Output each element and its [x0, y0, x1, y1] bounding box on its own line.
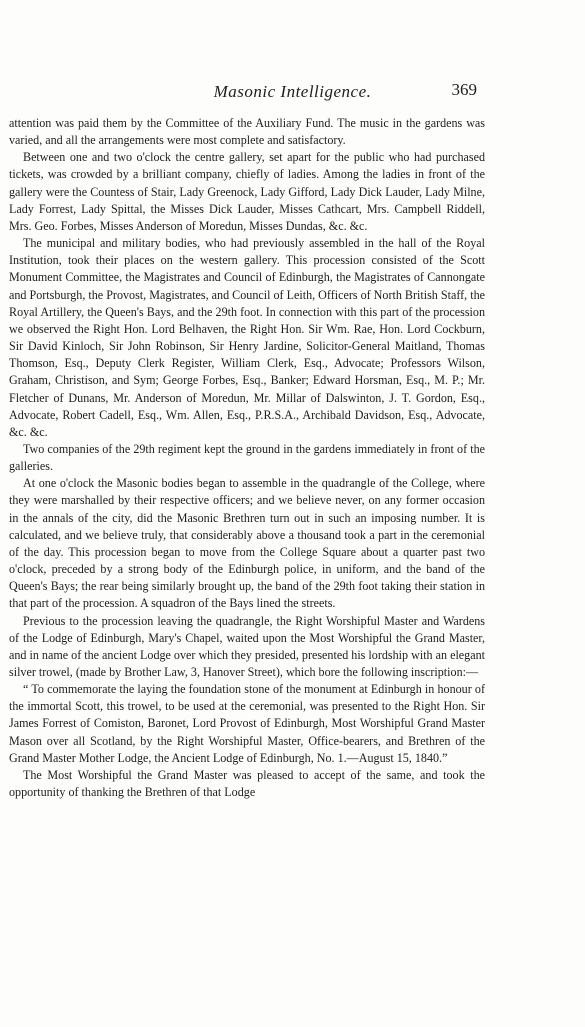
paragraph-auxiliary-fund: attention was paid them by the Committee of the Auxiliary Fund. The music in the gardens was varied, and all the arrangements were most complete and satisfactory. [9, 116, 485, 148]
paragraph-centre-gallery: Between one and two o'clock the centre gallery, set apart for the public who had purchased tickets, was crowded by a brilliant company, chiefly of ladies. Among the ladies in front of the gallery were the Countess of Stair, Lady Greenock, Lady Gifford, Lady Dick Lauder, Lady Milne, Lady Forrest, Lady Spittal, the Misses Dick Lauder, Misses Cathcart, Mrs. Campbell Riddell, Mrs. Geo. Forbes, Misses Anderson of Moredun, Misses Dundas, &c. &c. [9, 150, 485, 233]
paragraph-silver-trowel: Previous to the procession leaving the quadrangle, the Right Worshipful Master and Wardens of the Lodge of Edinburgh, Mary's Chapel, waited upon the Most Worshipful the Grand Master, and in name of the ancient Lodge over which they presided, presented his lordship with an elegant silver trowel, (made by Brother Law, 3, Hanover Street), which bore the following inscription:— [9, 613, 485, 679]
page-header [0, 82, 585, 104]
trowel-inscription: “ To commemorate the laying the foundation stone of the monument at Edinburgh in honour of the immortal Scott, this trowel, to be used at the ceremonial, was presented to the Right Hon. Sir James Forrest of Comiston, Baronet, Lord Provost of Edinburgh, Most Worshipful Grand Master Mason over all Scotland, by the Right Worshipful Master, Office-bearers, and Brethren of the Grand Master Mother Lodge, the Ancient Lodge of Edinburgh, No. 1.—August 15, 1840.” [9, 682, 485, 765]
paragraph-municipal-bodies: The municipal and military bodies, who had previously assembled in the hall of the Royal Institution, took their places on the western gallery. This procession consisted of the Scott Monument Committee, the Magistrates and Council of Edinburgh, the Magistrates of Cannongate and Portsburgh, the Provost, Magistrates, and Council of Leith, Officers of North British Staff, the Royal Artillery, the Queen's Bays, and the 29th foot. In connection with this part of the procession we observed the Right Hon. Lord Belhaven, the Right Hon. Sir Wm. Rae, Hon. Lord Cockburn, Sir David Kinloch, Sir John Robinson, Sir Henry Jardine, Solicitor-General Maitland, Thomas Thomson, Esq., Deputy Clerk Register, William Clerk, Esq., Advocate; Professors Wilson, Graham, Christison, and Sym; George Forbes, Esq., Banker; Edward Horsman, Esq., M. P.; Mr. Fletcher of Dunans, Mr. Anderson of Moredun, Mr. Millar of Dalswinton, J. T. Gordon, Esq., Advocate, Robert Cadell, Esq., Wm. Allen, Esq., P.R.S.A., Archibald Davidson, Esq., Advocate, &c. &c. [9, 236, 485, 439]
page-number: 369 [451, 80, 477, 99]
article-body [9, 115, 485, 801]
running-title: Masonic Intelligence. [213, 82, 372, 101]
paragraph-29th-regiment: Two companies of the 29th regiment kept the ground in the gardens immediately in front of the galleries. [9, 441, 485, 474]
paragraph-masonic-bodies: At one o'clock the Masonic bodies began to assemble in the quadrangle of the College, where they were marshalled by their respective officers; and we believe never, on any former occasion in the annals of the city, did the Masonic Brethren turn out in such an imposing number. It is calculated, and we believe truly, that considerably above a thousand took a part in the ceremonial of the day. This procession began to move from the College Square about a quarter past two o'clock, preceded by a strong body of the Edinburgh police, in uniform, and the band of the Queen's Bays; the rear being similarly brought up, the band of the 29th foot taking their station in that part of the procession. A squadron of the Bays lined the streets. [9, 476, 485, 611]
paragraph-grand-master-thanks: The Most Worshipful the Grand Master was pleased to accept of the same, and took the opportunity of thanking the Brethren of that Lodge [9, 767, 485, 800]
